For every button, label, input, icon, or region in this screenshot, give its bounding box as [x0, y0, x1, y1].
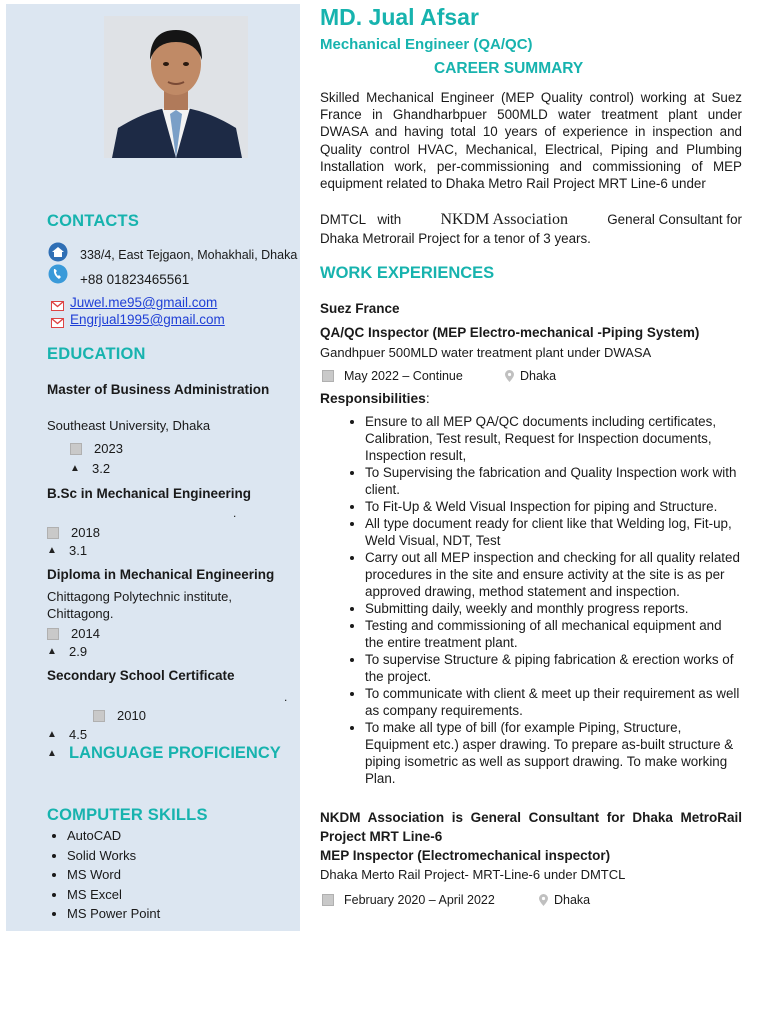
graduation-cap-icon: ▲ — [47, 645, 57, 657]
ssc-year: 2010 — [117, 708, 146, 723]
graduation-cap-icon: ▲ — [70, 462, 80, 474]
bsc-degree: B.Sc in Mechanical Engineering — [47, 486, 252, 501]
bsc-year: 2018 — [71, 525, 100, 540]
job1-location: Dhaka — [520, 369, 557, 383]
mba-year-row — [70, 441, 123, 456]
bsc-year-row — [47, 525, 100, 540]
contacts-heading: CONTACTS — [47, 212, 140, 230]
responsibility-item: • To Supervising the fabrication and Quality Inspection work with client. — [365, 464, 742, 498]
calendar-icon — [47, 527, 59, 539]
job2-location-row — [539, 893, 590, 907]
calendar-icon — [47, 628, 59, 640]
responsibilities-list-wrap — [320, 413, 742, 787]
graduation-cap-icon: ▲ — [47, 544, 57, 556]
mba-grade-row — [70, 461, 110, 476]
responsibility-item: • To make all type of bill (for example Piping, Structure, Equipment etc.) asper drawing. To prepare as-built structure & piping isometric as well as support drawing. To make working Plan. — [365, 719, 742, 787]
work-experiences-heading: WORK EXPERIENCES — [320, 264, 495, 282]
graduation-cap-icon: ▲ — [47, 747, 57, 759]
diploma-grade: 2.9 — [69, 644, 88, 659]
skill-item: • AutoCAD — [67, 826, 277, 846]
job1-project: Gandhpuer 500MLD water treatment plant under DWASA — [320, 345, 652, 360]
skills-list-wrap — [47, 826, 277, 924]
graduation-cap-icon: ▲ — [47, 728, 57, 740]
profile-photo — [104, 16, 248, 158]
email-link-2[interactable]: Engrjual1995@gmail.com — [70, 312, 225, 327]
calendar-icon — [322, 370, 334, 382]
gmail-icon — [51, 298, 64, 308]
career-summary-line2-a: DMTCL with — [320, 212, 402, 227]
responsibility-item: • To communicate with client & meet up their requirement as well as company requirements. — [365, 685, 742, 719]
job2-dates-row — [322, 893, 495, 907]
diploma-year: 2014 — [71, 626, 100, 641]
mba-year: 2023 — [94, 441, 123, 456]
skill-item: • MS Power Point — [67, 904, 277, 924]
career-summary-heading: CAREER SUMMARY — [434, 60, 584, 77]
mba-grade: 3.2 — [92, 461, 111, 476]
mba-school: Southeast University, Dhaka — [47, 418, 211, 433]
candidate-name: MD. Jual Afsar — [320, 4, 479, 30]
responsibility-item: • Submitting daily, weekly and monthly progress reports. — [365, 600, 742, 617]
calendar-icon — [70, 443, 82, 455]
job2-company: NKDM Association is General Consultant for Dhaka MetroRail Project MRT Line-6 — [320, 810, 742, 844]
skill-item: • Solid Works — [67, 846, 277, 866]
job1-location-row — [505, 369, 556, 383]
responsibility-item: • Testing and commissioning of all mechanical equipment and the entire treatment plant. — [365, 617, 742, 651]
job1-dates-row — [322, 369, 463, 383]
responsibilities-list — [320, 413, 742, 787]
responsibility-item: • To Fit-Up & Weld Visual Inspection for piping and Structure. — [365, 498, 742, 515]
job2-role: MEP Inspector (Electromechanical inspector) — [320, 848, 611, 863]
job1-company: Suez France — [320, 301, 400, 316]
skills-heading: COMPUTER SKILLS — [47, 806, 208, 824]
responsibility-item: • Carry out all MEP inspection and checking for all quality related procedures in the site and ensure activity at the site is as per approved drawing, method statement and inspection. — [365, 549, 742, 600]
home-icon — [48, 242, 68, 262]
language-heading: LANGUAGE PROFICIENCY — [69, 744, 281, 762]
ssc-degree: Secondary School Certificate — [47, 668, 235, 683]
job1-role: QA/QC Inspector (MEP Electro-mechanical -Piping System) — [320, 325, 700, 340]
calendar-icon — [322, 894, 334, 906]
location-pin-icon — [539, 894, 548, 906]
diploma-year-row — [47, 626, 100, 641]
diploma-grade-row — [47, 644, 87, 659]
responsibilities-label: Responsibilities — [320, 391, 426, 406]
diploma-school: Chittagong Polytechnic institute, Chittagong. — [47, 589, 232, 621]
career-summary-line2-c: General Consultant for — [607, 212, 742, 227]
career-summary-line2 — [320, 211, 742, 229]
job2-dates: February 2020 – April 2022 — [344, 893, 495, 907]
job1-dates: May 2022 – Continue — [344, 369, 463, 383]
candidate-title: Mechanical Engineer (QA/QC) — [320, 36, 533, 53]
responsibility-item: • Ensure to all MEP QA/QC documents including certificates, Calibration, Test result, Request for Inspection documents, Inspection result, — [365, 413, 742, 464]
job2-project: Dhaka Merto Rail Project- MRT-Line-6 under DMTCL — [320, 867, 626, 882]
nkdm-association: NKDM Association — [440, 211, 568, 228]
phone-icon — [48, 264, 68, 284]
skills-list — [47, 826, 277, 924]
responsibilities-label-row — [320, 391, 430, 406]
mba-degree: Master of Business Administration — [47, 382, 270, 397]
email-link-1[interactable]: Juwel.me95@gmail.com — [70, 295, 218, 310]
responsibility-item: • All type document ready for client like that Welding log, Fit-up, Weld Visual, NDT, Test — [365, 515, 742, 549]
education-heading: EDUCATION — [47, 345, 146, 363]
responsibilities-colon: : — [425, 391, 430, 406]
bsc-dot: . — [233, 506, 237, 520]
diploma-degree: Diploma in Mechanical Engineering — [47, 567, 275, 582]
location-pin-icon — [505, 370, 514, 382]
ssc-year-row — [93, 708, 146, 723]
career-summary-line3: Dhaka Metrorail Project for a tenor of 3 years. — [320, 231, 591, 246]
ssc-grade: 4.5 — [69, 727, 88, 742]
gmail-icon — [51, 315, 64, 325]
calendar-icon — [93, 710, 105, 722]
skill-item: • MS Word — [67, 865, 277, 885]
skill-item: • MS Excel — [67, 885, 277, 905]
job2-location: Dhaka — [554, 893, 591, 907]
ssc-dot: . — [284, 690, 288, 704]
contact-phone: +88 01823465561 — [80, 272, 190, 287]
bsc-grade-row — [47, 543, 87, 558]
contact-address: 338/4, East Tejgaon, Mohakhali, Dhaka — [80, 248, 298, 262]
responsibility-item: • To supervise Structure & piping fabrication & erection works of the project. — [365, 651, 742, 685]
ssc-grade-row — [47, 727, 87, 742]
language-row — [47, 744, 281, 763]
career-summary-text: Skilled Mechanical Engineer (MEP Quality control) working at Suez France in Ghandharbpuer 500MLD water treatment plant under DWASA and having total 10 years of experience in inspection and Quality control HVAC, Mechanical, Electrical, Piping and Plumbing Installation work, per-commissioning and commissioning of MEP equipment related to Dhaka Metro Rail Project MRT Line-6 under — [320, 90, 742, 192]
bsc-grade: 3.1 — [69, 543, 88, 558]
